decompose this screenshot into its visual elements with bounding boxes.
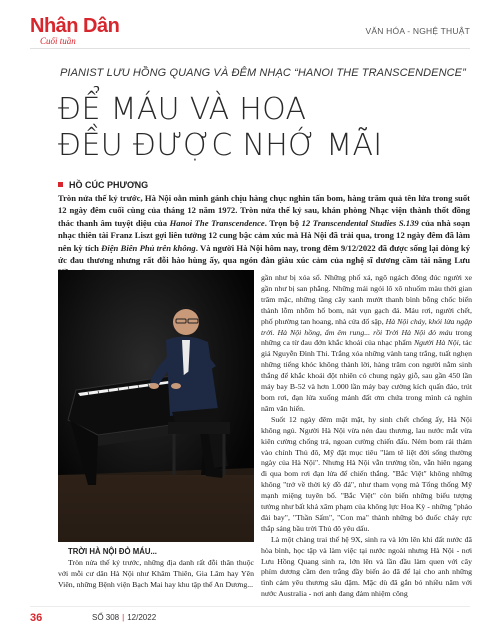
section-subhead: TRỜI HÀ NỘI ĐỎ MÁU... xyxy=(68,547,157,556)
author-byline xyxy=(58,180,148,190)
body-text-run: Người Hà Nội xyxy=(413,338,459,348)
lead-text-run: Tròn nửa thế kỷ trước, Hà Nội oằn mình gánh chịu hàng chục nghìn tấn bom, hàng trăm quả tên lửa trong suốt 12 ngày đêm cuối cùng của tháng 12 năm 1972. Tròn nửa thế kỷ sau, khán phòng Nhạc viện thành thốt đồng thác thanh âm tuyệt diệu của xyxy=(58,193,470,228)
page-number: 36 xyxy=(30,612,43,624)
article-body-right-column xyxy=(261,273,472,600)
lead-paragraph xyxy=(58,192,470,279)
issue-number: SỐ 308 xyxy=(92,613,120,622)
pianist-illustration xyxy=(58,270,254,542)
lead-text-run: . Và người Hà Nội hôm nay, trong đêm 9/12/2022 đã được sống lại dòng ký ức đau thương nhưng rất đỗi hào hùng ấy, qua ngón đàn giàu xúc cảm của nghệ sĩ dương cầm tài năng Lưu xyxy=(58,242,470,266)
lead-text-run: . Trọn bộ xyxy=(264,217,302,228)
body-text-run: Hà Nội cháy, khói lửa ngập trời. Hà Nội hồng, ấm êm rung... rồi Trời Hà Nội đỏ máu xyxy=(261,316,472,337)
pianist-photo xyxy=(58,270,254,542)
author-name: HỒ CÚC PHƯƠNG xyxy=(69,180,149,190)
body-paragraph xyxy=(261,273,472,415)
issue-date: 12/2022 xyxy=(127,613,157,622)
headline-line-2: ĐỀU ĐƯỢC NHỚ MÃI xyxy=(58,128,383,163)
logo-subtitle: Cuối tuần xyxy=(40,36,76,46)
lead-text-run: Điện Biên Phủ trên không xyxy=(101,242,196,253)
issue-separator: | xyxy=(122,613,125,622)
body-text-run: gần như bị xóa sổ. Những phố xá, ngõ ngách đông đúc người xe gần như bị san phẳng. Những mái ngói lô xô nhuốm màu thời gian trăm mặc, những tầng cây xanh mướt thanh bình bỗng chốc biến thành lỗm nhỗm hố bom, nát vụn gạch đá. Máu rơi, người chết, phố phường tan hoang, nhà cửa đổ sập, xyxy=(261,273,472,326)
author-marker-icon xyxy=(58,182,63,187)
logo xyxy=(30,16,119,46)
headline-line-1: ĐỂ MÁU VÀ HOA xyxy=(58,92,307,127)
body-text-run: Là một chàng trai thế hệ 9X, sinh ra và lớn lên khi đất nước đã hòa bình, học tập và làm việc tại nước ngoài nhưng Hà Nội - nơi Lưu Hồng Quang sinh ra, lớn lên và lần đầu làm quen với cây phím dương cầm đen trắng đầy biến ảo đã để lại cho anh những tình cảm yêu thương sâu đậm. Mặc dù đã gắn bó nhiều năm với nước Australia - nơi anh đang đảm nhiệm công xyxy=(261,534,472,599)
body-paragraph xyxy=(261,535,472,600)
body-text-run: Suốt 12 ngày đêm mặt mặt, hy sinh chết chống ấy, Hà Nội không ngủ. Người Hà Nội vừa nén đau thương, lau nước mắt vừa kiên cường chống trả, ngoan cường chiến đấu. Ném bom rải thảm vào chính Thủ đô, Mỹ đặt mục tiêu "làm tê liệt đời sống thường ngày của Hà Nội". Nhưng Hà Nội vẫn trường tồn, vẫn hiên ngang đi qua bom rơi đạn lửa để chiến thắng. "Bắc Việt" không những không "trở về thời kỳ đồ đá", như tham vọng mà Tổng thống Mỹ mạnh miệng tuyên bố. "Bắc Việt" còn biến những biểu tượng tưởng như bất khả xâm phạm của không lực Hoa Kỳ - những "pháo đài bay", "Thần Sấm", "Con ma" thành những bó đuốc cháy rực thắp sáng bầu trời Thủ đô yêu dấu. xyxy=(261,414,472,533)
issue-info xyxy=(92,613,156,622)
masthead-logo[interactable] xyxy=(30,16,120,52)
lead-text-run: của nhà soạn nhạc thiên tài Franz Liszt gợi liên tưởng 12 cung bậc cảm xúc mà Hà Nội đã trải qua, trong 12 ngày đêm đã làm nên kỳ tích xyxy=(58,217,470,253)
lead-text-run: Hanoi The Transcendence xyxy=(169,217,265,228)
body-paragraph xyxy=(261,415,472,535)
article-headline xyxy=(58,92,382,164)
body-text-run: , tác giả Nguyễn Đình Thi. Trắng xóa những vành tang trắng, tuất nghẹn những tiếng khóc không thành lời, hàng trăm con người nằm sinh thắng để khắc khoải đột nhiên có chung ngày giỗ, sau gần 450 lần máy bay B-52 và hơn 1.000 lần máy bay cường kích quấn đảo, trút bom rơi, đạn lửa xuống mảnh đất ơm chứa trong mình cả nghìn năm văn hiến. xyxy=(261,338,472,413)
left-paragraph: Tròn nửa thế kỷ trước, những địa danh rất đỗi thân thuộc với mỗi cư dân Hà Nội như Khâm Thiên, Gia Lâm hay Yên Viên, những Bệnh viện Bạch Mai hay khu tập thể An Dương... xyxy=(58,557,254,589)
body-text-run: trong những ca từ đau đớn khắc khoải của nhạc phẩm xyxy=(261,327,472,348)
footer-divider xyxy=(30,606,470,607)
section-label: VĂN HÓA - NGHỆ THUẬT xyxy=(365,26,470,36)
article-body-left-column xyxy=(58,547,254,591)
article-kicker: PIANIST LƯU HỒNG QUANG VÀ ĐÊM NHẠC “HANOI THE TRANSCENDENCE” xyxy=(60,67,466,79)
lead-text-run: 12 Transcendental Studies S.139 xyxy=(301,217,419,228)
article-lead xyxy=(58,192,470,279)
logo-text: Nhân Dân xyxy=(30,15,120,37)
header-divider xyxy=(30,48,470,49)
